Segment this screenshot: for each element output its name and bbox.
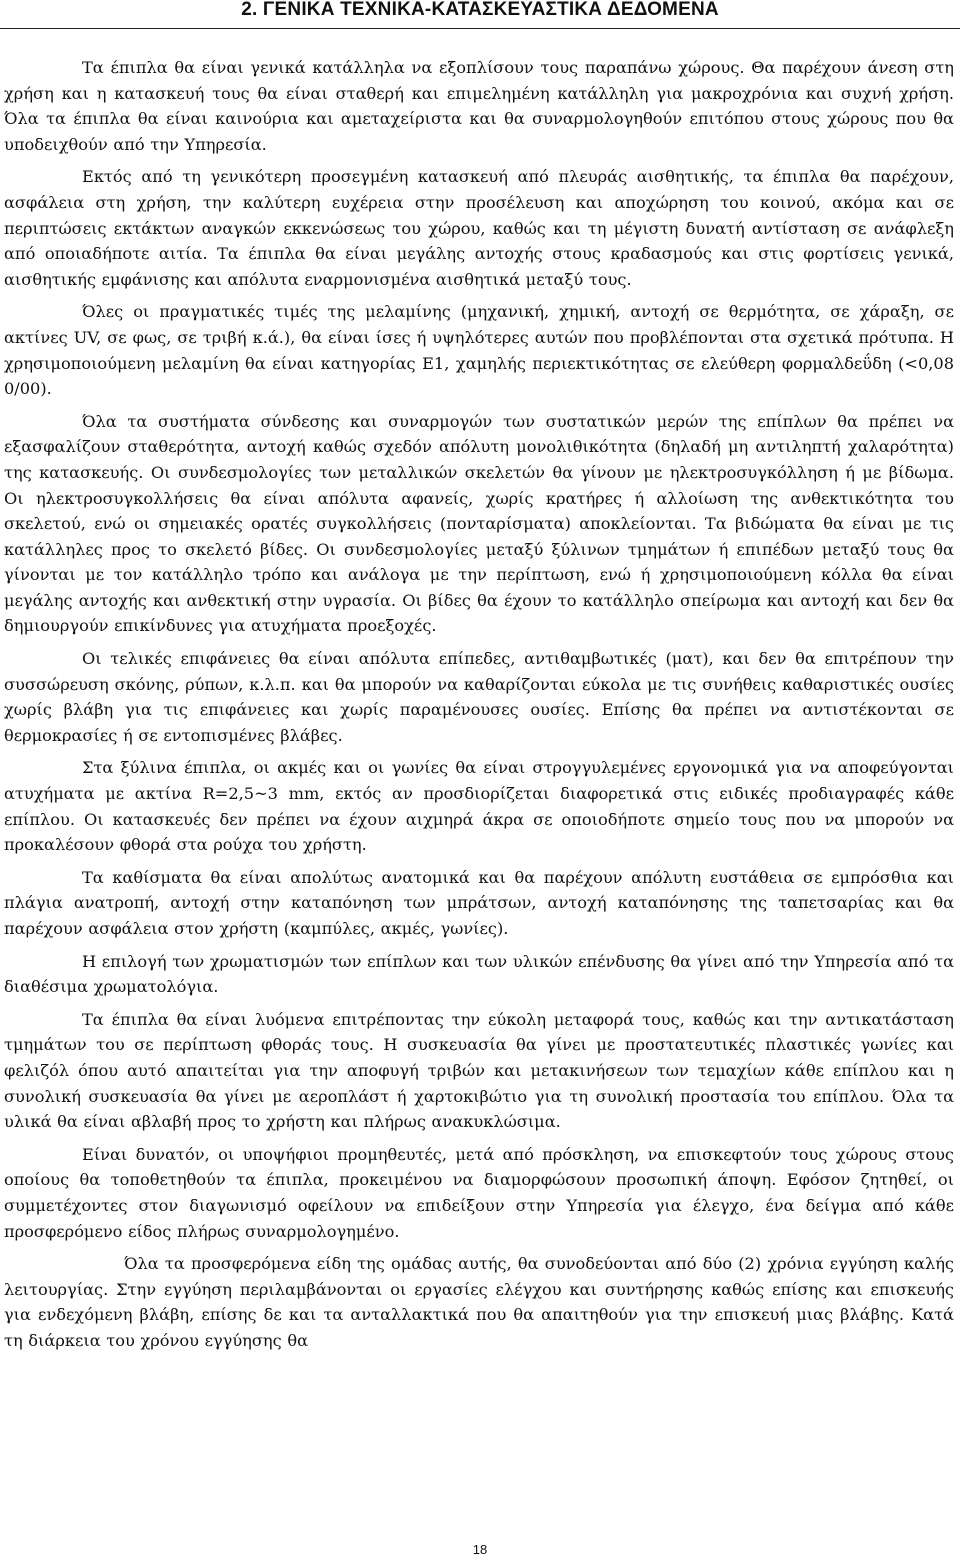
paragraph-general: Τα έπιπλα θα είναι γενικά κατάλληλα να εξοπλίσουν τους παραπάνω χώρους. Θα παρέχουν άνεση στη χρήση και η κατασκευή τους θα είναι σταθερή και επιμελημένη κατάλληλη για μακροχρόνια και συχνή χρήση. Όλα τα έπιπλα θα είναι καινούρια και αμεταχείριστα και θα συναρμολογηθούν επιτόπου στους χώρους που θα υποδειχθούν από την Υπηρεσία. <box>4 58 954 154</box>
paragraph-seating: Τα καθίσματα θα είναι απολύτως ανατομικά και θα παρέχουν απόλυτη ευστάθεια σε εμπρόσθια και πλάγια ανατροπή, αντοχή στην καταπόνηση των μπράτσων, αντοχή καταπόνησης της ταπετσαρίας και θα παρέχουν ασφάλεια στον χρήστη (καμπύλες, ακμές, γωνίες). <box>4 867 954 938</box>
document-body <box>4 55 954 1361</box>
paragraph-warranty: Όλα τα προσφερόμενα είδη της ομάδας αυτής, θα συνοδεύονται από δύο (2) χρόνια εγγύηση καλής λειτουργίας. Στην εγγύηση περιλαμβάνονται οι εργασίες ελέγχου και συντήρησης καθώς επίσης και επισκευής για ενδεχόμενη βλάβη, επίσης δε και τα ανταλλακτικά που θα απαιτηθούν για την επισκευή μιας βλάβης. Κατά τη διάρκεια του χρόνου εγγύησης θα <box>4 1254 954 1350</box>
section-heading: 2. ΓΕΝΙΚΑ ΤΕΧΝΙΚΑ-ΚΑΤΑΣΚΕΥΑΣΤΙΚΑ ΔΕΔΟΜΕΝΑ <box>241 0 719 20</box>
heading-underline <box>0 28 960 29</box>
paragraph-site-visit: Είναι δυνατόν, οι υποψήφιοι προμηθευτές, μετά από πρόσκληση, να επισκεφτούν τους χώρους στους οποίους θα τοποθετηθούν τα έπιπλα, προκειμένου να διαμορφώσουν προσωπική άποψη. Εφόσον ζητηθεί, οι συμμετέχοντες στον διαγωνισμό οφείλουν να επιδείξουν στην Υπηρεσία για έλεγχο, ένα δείγμα από κάθε προσφερόμενο είδος πλήρως συναρμολογημένο. <box>4 1144 954 1241</box>
paragraph-melamine: Όλες οι πραγματικές τιμές της μελαμίνης (μηχανική, χημική, αντοχή σε θερμότητα, σε χάραξη, σε ακτίνες UV, σε φως, σε τριβή κ.ά.), θα είναι ίσες ή υψηλότερες αυτών που προβλέπονται στα σχετικά πρότυπα. Η χρησιμοποιούμενη μελαμίνη θα είναι κατηγορίας Ε1, χαμηλής περιεκτικότητας σε ελεύθερη φορμαλδεΰδη (<0,08 0/00). <box>4 302 954 399</box>
page-number: 18 <box>472 1542 488 1557</box>
paragraph-edges: Στα ξύλινα έπιπλα, οι ακμές και οι γωνίες θα είναι στρογγυλεμένες εργονομικά για να αποφεύγονται ατυχήματα με ακτίνα R=2,5~3 mm, εκτός αν προσδιορίζεται διαφορετικά στις ειδικές προδιαγραφές κάθε επίπλου. Οι κατασκευές δεν πρέπει να έχουν αιχμηρά άκρα σε οποιοδήποτε σημείο τους που να μπορούν να προκαλέσουν φθορά στα ρούχα του χρήστη. <box>4 758 954 855</box>
paragraph-packaging: Τα έπιπλα θα είναι λυόμενα επιτρέποντας την εύκολη μεταφορά τους, καθώς και την αντικατάσταση τμημάτων του σε περίπτωση φθοράς τους. Η συσκευασία θα γίνει με προστατευτικές πλαστικές γωνίες και φελιζόλ όπου αυτό απαιτείται για την αποφυγή τριβών και μετακινήσεων των τεμαχίων κάθε επίπλου και η συνολική συσκευασία θα γίνει με αεροπλάστ ή χαρτοκιβώτιο για τη συνολική προστασία του επίπλου. Όλα τα υλικά θα είναι αβλαβή προς το χρήστη και πλήρως ανακυκλώσιμα. <box>4 1009 954 1132</box>
paragraph-safety-aesthetics: Εκτός από τη γενικότερη προσεγμένη κατασκευή από πλευράς αισθητικής, τα έπιπλα θα παρέχουν, ασφάλεια στη χρήση, την καλύτερη ευχέρεια στην προσέλευση και αποχώρηση του κοινού, ακόμα και σε περιπτώσεις εκτάκτων αναγκών εκκενώσεως του χώρου, καθώς και τη μέγιστη δυνατή αντίσταση σε ανάφλεξη από οποιαδήποτε αιτία. Τα έπιπλα θα είναι μεγάλης αντοχής στους κραδασμούς και στις φορτίσεις γενικά, αισθητικής εμφάνισης και απόλυτα εναρμονισμένα αισθητικά μεταξύ τους. <box>4 167 954 289</box>
paragraph-colors: Η επιλογή των χρωματισμών των επίπλων και των υλικών επένδυσης θα γίνει από την Υπηρεσία από τα διαθέσιμα χρωματολόγια. <box>4 951 954 997</box>
paragraph-surfaces: Οι τελικές επιφάνειες θα είναι απόλυτα επίπεδες, αντιθαμβωτικές (ματ), και δεν θα επιτρέπουν την συσσώρευση σκόνης, ρύπων, κ.λ.π. και θα μπορούν να καθαρίζονται εύκολα με τις συνήθεις καθαριστικές ουσίες χωρίς βλάβη για τις επιφάνειες και χωρίς παραμένουσες ουσίες. Επίσης θα πρέπει να αντιστέκονται σε θερμοκρασίες ή σε εντοπισμένες βλάβες. <box>4 649 954 745</box>
paragraph-joints: Όλα τα συστήματα σύνδεσης και συναρμογών των συστατικών μερών της επίπλων θα πρέπει να εξασφαλίζουν σταθερότητα, αντοχή καθώς σχεδόν απόλυτη μονολιθικότητα (δηλαδή μη αντιληπτή χαλαρότητα) της κατασκευής. Οι συνδεσμολογίες των μεταλλικών σκελετών θα γίνουν με ηλεκτροσυγκόλληση ή με βίδωμα. Οι ηλεκτροσυγκολλήσεις θα είναι απόλυτα αφανείς, χωρίς κρατήρες ή αλλοίωση της ανθεκτικότητα του σκελετού, ενώ οι σημειακές ορατές συγκολλήσεις (πονταρίσματα) αποκλείονται. Τα βιδώματα θα είναι με τις κατάλληλες προς το σκελετό βίδες. Οι συνδεσμολογίες μεταξύ ξύλινων τμημάτων ή επιπέδων μεταξύ τους θα γίνονται με τον κατάλληλο τρόπο και ανάλογα με την περίπτωση, ενώ ή χρησιμοποιούμενη κόλλα θα είναι μεγάλης αντοχής και ανθεκτική στην υγρασία. Οι βίδες θα έχουν το κατάλληλο σπείρωμα και αντοχή και δεν θα δημιουργούν επικίνδυνες για ατυχήματα προεξοχές. <box>4 411 954 636</box>
